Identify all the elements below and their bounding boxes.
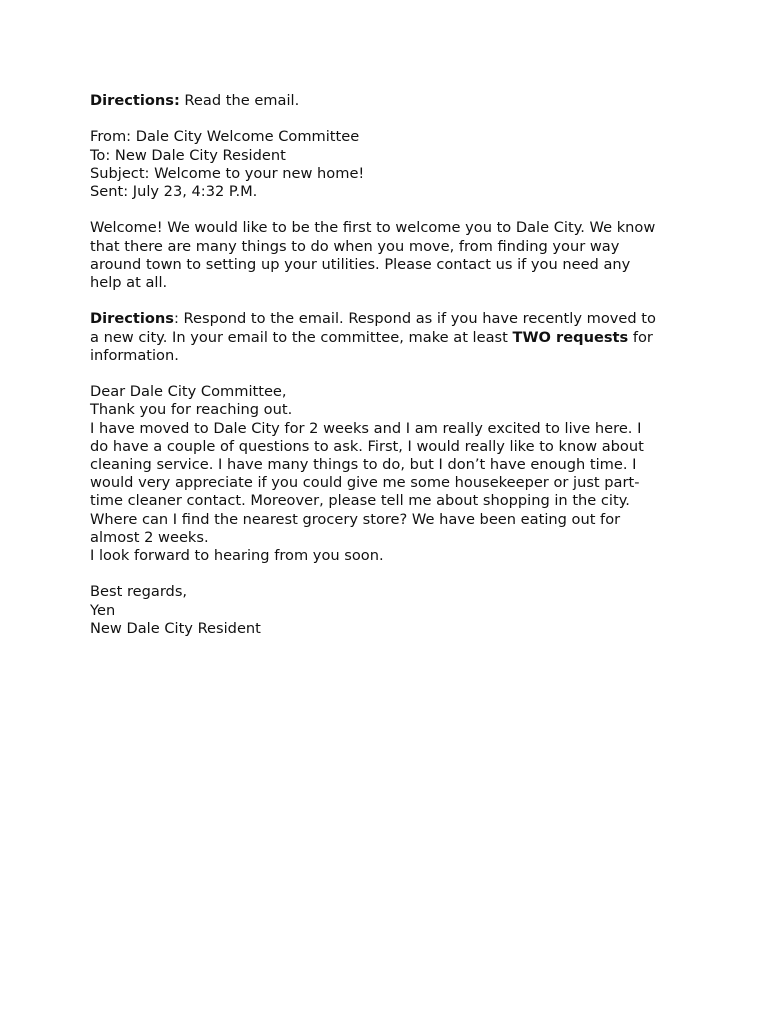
response-line: do have a couple of questions to ask. First, I would really like to know about (90, 437, 644, 455)
directions-label: Directions: (90, 92, 180, 109)
directions-respond (90, 310, 690, 365)
email-to: To: New Dale City Resident (90, 146, 286, 164)
response-line: I look forward to hearing from you soon. (90, 547, 384, 565)
email-body (90, 219, 690, 292)
email-from: From: Dale City Welcome Committee (90, 128, 360, 146)
signoff-line: New Dale City Resident (90, 619, 261, 637)
email-body-line: around town to setting up your utilities. Please contact us if you need any (90, 255, 631, 273)
two-requests-emphasis: TWO requests (512, 328, 629, 346)
directions-text: : Respond to the email. Respond as if you have recently moved to (173, 310, 656, 328)
signoff-line: Yen (90, 601, 116, 619)
email-body-line: that there are many things to do when you move, from finding your way (90, 237, 620, 255)
directions-text: Read the email. (179, 92, 300, 109)
signoff-line: Best regards, (90, 583, 188, 601)
response-line: time cleaner contact. Moreover, please tell me about shopping in the city. (90, 492, 630, 510)
email-header (90, 128, 690, 201)
email-body-line: Welcome! We would like to be the first to welcome you to Dale City. We know (90, 219, 656, 237)
directions-text: information. (90, 346, 179, 364)
response-line: Thank you for reaching out. (90, 401, 293, 419)
directions-text: for (628, 328, 653, 346)
response-letter (90, 383, 690, 565)
document-page (90, 92, 690, 638)
response-line: Dear Dale City Committee, (90, 383, 287, 401)
directions-label: Directions (90, 310, 174, 328)
directions-read (90, 92, 690, 110)
response-line: I have moved to Dale City for 2 weeks and I am really excited to live here. I (90, 419, 642, 437)
email-body-line: help at all. (90, 274, 168, 291)
response-line: cleaning service. I have many things to do, but I don’t have enough time. I (90, 456, 637, 473)
email-sent: Sent: July 23, 4:32 P.M. (90, 183, 258, 200)
response-line: Where can I find the nearest grocery store? We have been eating out for (90, 510, 621, 528)
email-subject: Subject: Welcome to your new home! (90, 164, 365, 182)
directions-text: a new city. In your email to the committee, make at least (90, 328, 513, 346)
response-line: almost 2 weeks. (90, 528, 209, 546)
signoff (90, 583, 690, 638)
response-line: would very appreciate if you could give me some housekeeper or just part- (90, 474, 640, 492)
